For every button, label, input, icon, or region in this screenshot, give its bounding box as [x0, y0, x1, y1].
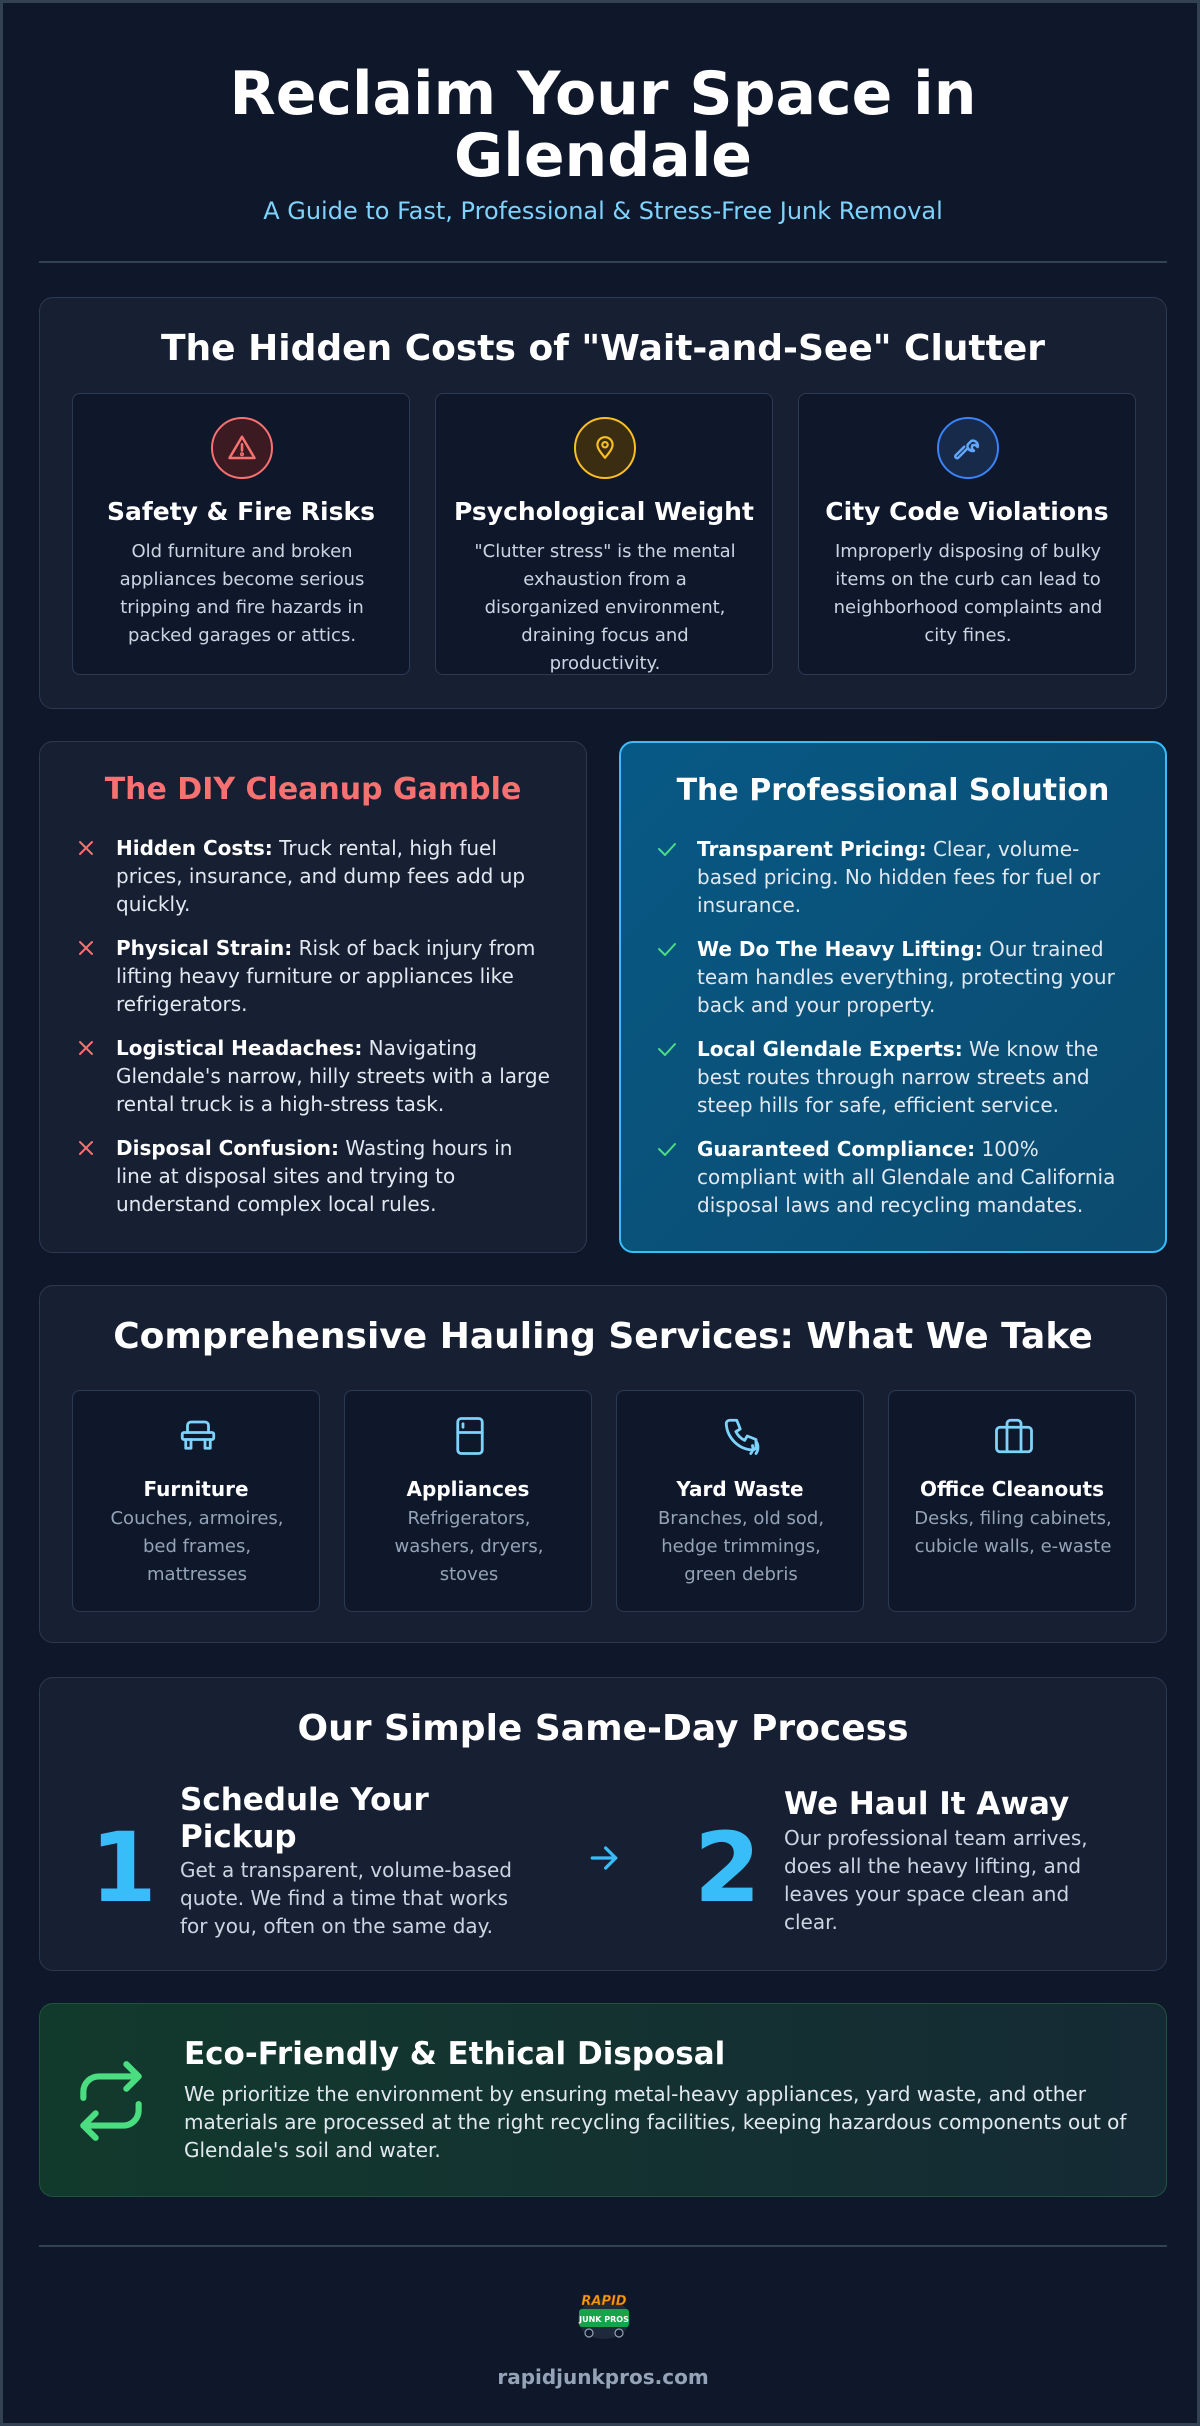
leaf-icon: [721, 1415, 763, 1457]
step-title: We Haul It Away: [784, 1786, 1070, 1822]
service-card-furniture: [72, 1390, 320, 1612]
step-number: 1: [90, 1812, 157, 1924]
cost-title: Psychological Weight: [454, 497, 754, 526]
item-label: Physical Strain:: [116, 936, 293, 960]
service-text: Refrigerators, washers, dryers, stoves: [394, 1508, 544, 1585]
refrigerator-icon: [449, 1415, 491, 1457]
diy-title: The DIY Cleanup Gamble: [104, 772, 522, 807]
warning-icon: [211, 417, 273, 479]
chair-icon: [177, 1415, 219, 1457]
x-icon: [74, 1136, 98, 1160]
check-icon: [655, 937, 679, 961]
step-title: Schedule Your Pickup: [180, 1782, 429, 1855]
section-title: The Hidden Costs of "Wait-and-See" Clutter: [160, 328, 1046, 369]
process-section: [39, 1677, 1167, 1971]
service-card-appliances: [344, 1390, 592, 1612]
service-text: Desks, filing cabinets, cubicle walls, e-waste: [914, 1508, 1112, 1557]
logo-word-rapid: RAPID: [581, 2294, 627, 2309]
section-title: Our Simple Same-Day Process: [297, 1708, 909, 1749]
list-item: [74, 834, 554, 918]
service-title: Furniture: [143, 1477, 249, 1501]
list-item: [655, 1135, 1135, 1219]
cost-card-code: [798, 393, 1136, 675]
service-title: Office Cleanouts: [920, 1477, 1104, 1501]
pro-title: The Professional Solution: [676, 773, 1110, 808]
x-icon: [74, 1036, 98, 1060]
check-icon: [655, 837, 679, 861]
item-label: Guaranteed Compliance:: [697, 1137, 976, 1161]
list-item: [655, 935, 1135, 1019]
divider: [39, 261, 1167, 263]
service-card-yard-waste: [616, 1390, 864, 1612]
item-label: Hidden Costs:: [116, 836, 273, 860]
service-card-office: [888, 1390, 1136, 1612]
cost-card-psychological: [435, 393, 773, 675]
diy-list: [74, 834, 554, 1234]
service-text: Branches, old sod, hedge trimmings, green debris: [657, 1508, 825, 1585]
step-text: Get a transparent, volume-based quote. We find a time that works for you, often on the same day.: [180, 1858, 512, 1938]
step-text: Our professional team arrives, does all the heavy lifting, and leaves your space clean and clear.: [784, 1826, 1088, 1934]
item-text: 100% compliant with all Glendale and California disposal laws and recycling mandates.: [697, 1137, 1116, 1217]
item-label: Disposal Confusion:: [116, 1136, 339, 1160]
list-item: [74, 1134, 554, 1218]
briefcase-icon: [993, 1415, 1035, 1457]
company-logo: [569, 2289, 639, 2343]
x-icon: [74, 936, 98, 960]
item-text: Navigating Glendale's narrow, hilly streets with a large rental truck is a high-stress task.: [116, 1036, 550, 1116]
item-label: Transparent Pricing:: [697, 837, 927, 861]
pro-section: [619, 741, 1167, 1253]
services-section: [39, 1285, 1167, 1643]
arrow-right-icon: [584, 1838, 624, 1878]
eco-title: Eco-Friendly & Ethical Disposal: [184, 2036, 726, 2072]
footer-url[interactable]: rapidjunkpros.com: [497, 2365, 709, 2389]
item-text: We know the best routes through narrow streets and steep hills for safe, efficient service.: [697, 1037, 1099, 1117]
map-pin-icon: [574, 417, 636, 479]
check-icon: [655, 1037, 679, 1061]
service-title: Yard Waste: [676, 1477, 804, 1501]
logo-word-junk-pros: JUNK PROS: [579, 2315, 629, 2324]
cost-text: Improperly disposing of bulky items on the curb can lead to neighborhood complaints and city fines.: [833, 541, 1103, 646]
item-label: We Do The Heavy Lifting:: [697, 937, 983, 961]
page-title: Reclaim Your Space in Glendale: [229, 59, 977, 191]
cost-card-safety: [72, 393, 410, 675]
service-text: Couches, armoires, bed frames, mattresses: [110, 1508, 284, 1585]
item-text: Truck rental, high fuel prices, insurance, and dump fees add up quickly.: [116, 836, 526, 916]
cost-title: City Code Violations: [825, 497, 1109, 526]
page-subtitle: A Guide to Fast, Professional & Stress-Free Junk Removal: [263, 197, 943, 225]
item-text: Our trained team handles everything, protecting your back and your property.: [697, 937, 1115, 1017]
list-item: [655, 1035, 1135, 1119]
recycle-arrows-icon: [74, 2058, 148, 2144]
step-number: 2: [694, 1812, 761, 1924]
wrench-icon: [937, 417, 999, 479]
eco-section: [39, 2003, 1167, 2197]
hero: [3, 59, 1200, 225]
item-label: Logistical Headaches:: [116, 1036, 363, 1060]
list-item: [74, 934, 554, 1018]
service-title: Appliances: [406, 1477, 530, 1501]
diy-section: [39, 741, 587, 1253]
section-title: Comprehensive Hauling Services: What We Take: [113, 1316, 1093, 1357]
hidden-costs-section: [39, 297, 1167, 709]
cost-text: "Clutter stress" is the mental exhaustion from a disorganized environment, draining focus and productivity.: [474, 541, 736, 674]
list-item: [655, 835, 1135, 919]
cost-title: Safety & Fire Risks: [106, 497, 375, 526]
item-text: Risk of back injury from lifting heavy furniture or appliances like refrigerators.: [116, 936, 536, 1016]
cost-text: Old furniture and broken appliances become serious tripping and fire hazards in packed garages or attics.: [119, 541, 365, 646]
x-icon: [74, 836, 98, 860]
list-item: [74, 1034, 554, 1118]
divider: [39, 2245, 1167, 2247]
pro-list: [655, 835, 1135, 1235]
check-icon: [655, 1137, 679, 1161]
item-label: Local Glendale Experts:: [697, 1037, 963, 1061]
item-text: Wasting hours in line at disposal sites and trying to understand complex local rules.: [116, 1136, 513, 1216]
eco-text: We prioritize the environment by ensuring metal-heavy appliances, yard waste, and other materials are processed at the right recycling facilities, keeping hazardous components out of Glendale's soil and water.: [184, 2082, 1127, 2162]
item-text: Clear, volume-based pricing. No hidden fees for fuel or insurance.: [697, 837, 1101, 917]
